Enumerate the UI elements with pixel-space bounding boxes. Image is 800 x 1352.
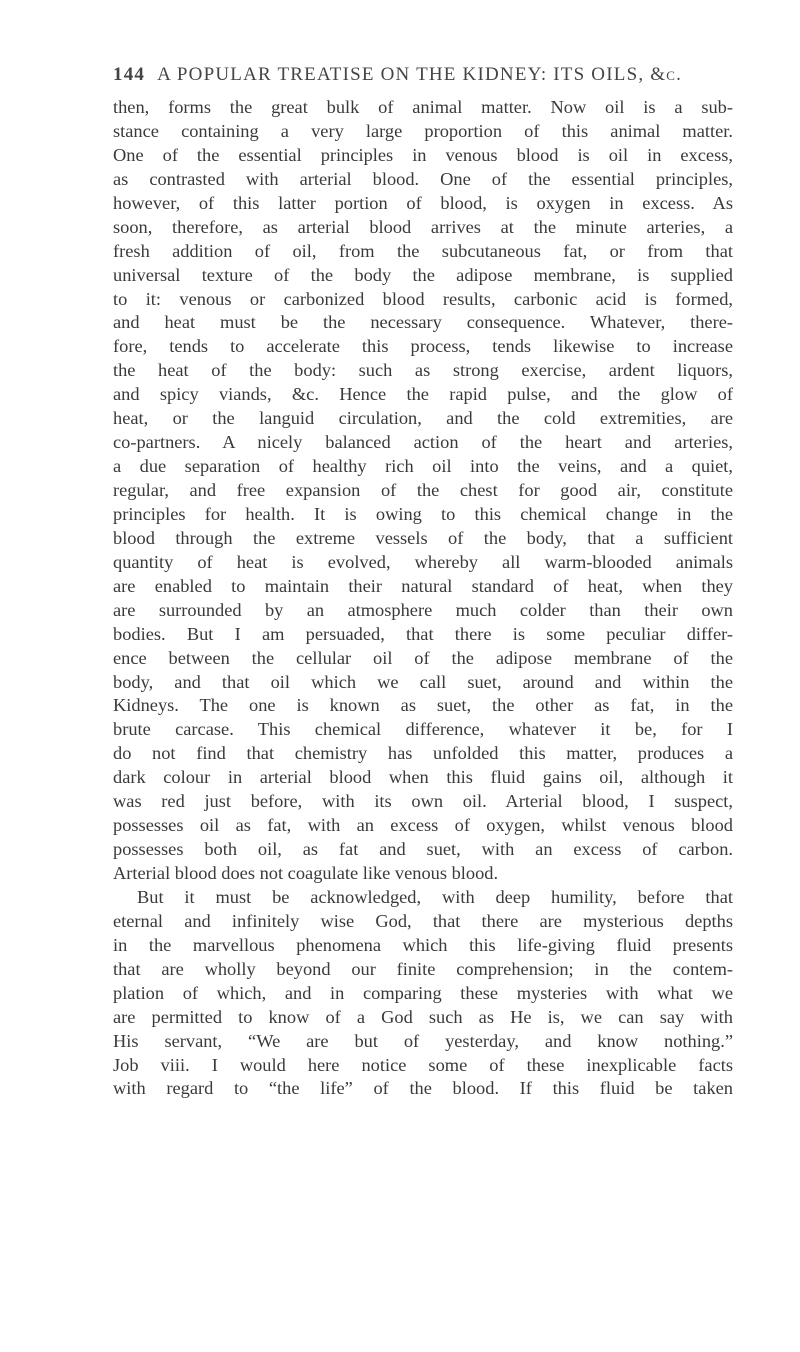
paragraph-start-line: But it must be acknowledged, with deep humility, before that [137, 886, 733, 907]
text-line: with regard to “the life” of the blood. If this fluid be taken [113, 1078, 733, 1099]
text-line: fresh addition of oil, from the subcutaneous fat, or from that [113, 240, 733, 261]
body-text [113, 96, 733, 1101]
text-line: do not find that chemistry has unfolded this matter, produces a [113, 743, 733, 764]
text-line: possesses both oil, as fat and suet, with an excess of carbon. [113, 839, 733, 860]
text-line: brute carcase. This chemical difference, whatever it be, for I [113, 719, 733, 740]
text-line: co-partners. A nicely balanced action of the heart and arteries, [113, 432, 733, 453]
text-line: His servant, “We are but of yesterday, and know nothing.” [113, 1030, 733, 1051]
text-line: blood through the extreme vessels of the body, that a sufficient [113, 527, 733, 548]
text-line: and spicy viands, &c. Hence the rapid pulse, and the glow of [113, 384, 733, 405]
text-line: a due separation of healthy rich oil into the veins, and a quiet, [113, 456, 733, 477]
text-line: are permitted to know of a God such as He is, we can say with [113, 1006, 733, 1027]
text-line: then, forms the great bulk of animal matter. Now oil is a sub- [113, 97, 733, 117]
text-line: to it: venous or carbonized blood results, carbonic acid is formed, [113, 288, 733, 309]
text-line: Job viii. I would here notice some of these inexplicable facts [113, 1054, 733, 1075]
text-line: however, of this latter portion of blood, is oxygen in excess. As [113, 192, 733, 213]
running-title: A POPULAR TREATISE ON THE KIDNEY: ITS OILS, &c. [157, 64, 683, 85]
text-line: stance containing a very large proportion of this animal matter. [113, 120, 733, 141]
running-head [113, 64, 733, 86]
paragraph-end-line: Arterial blood does not coagulate like venous blood. [113, 863, 499, 883]
text-line: fore, tends to accelerate this process, tends likewise to increase [113, 336, 733, 357]
text-line: ence between the cellular oil of the adipose membrane of the [113, 647, 733, 668]
text-line: that are wholly beyond our finite comprehension; in the contem- [113, 958, 733, 979]
text-line: the heat of the body: such as strong exercise, ardent liquors, [113, 360, 733, 381]
text-line: in the marvellous phenomena which this life-giving fluid presents [113, 934, 733, 955]
text-line: was red just before, with its own oil. Arterial blood, I suspect, [113, 791, 733, 812]
text-line: and heat must be the necessary consequence. Whatever, there- [113, 312, 733, 333]
text-line: body, and that oil which we call suet, around and within the [113, 671, 733, 692]
text-line: as contrasted with arterial blood. One of the essential principles, [113, 168, 733, 189]
text-line: One of the essential principles in venous blood is oil in excess, [113, 144, 733, 165]
text-line: Kidneys. The one is known as suet, the other as fat, in the [113, 695, 733, 716]
text-line: heat, or the languid circulation, and the cold extremities, are [113, 408, 733, 429]
text-line: soon, therefore, as arterial blood arrives at the minute arteries, a [113, 216, 733, 237]
text-line: quantity of heat is evolved, whereby all warm-blooded animals [113, 551, 733, 572]
text-line: regular, and free expansion of the chest for good air, constitute [113, 480, 733, 500]
text-line: possesses oil as fat, with an excess of oxygen, whilst venous blood [113, 815, 733, 836]
text-line: plation of which, and in comparing these mysteries with what we [113, 982, 733, 1003]
text-line: bodies. But I am persuaded, that there is some peculiar differ- [113, 623, 733, 644]
text-line: eternal and infinitely wise God, that there are mysterious depths [113, 910, 733, 931]
page-number: 144 [113, 64, 146, 85]
text-line: dark colour in arterial blood when this fluid gains oil, although it [113, 767, 733, 788]
text-line: principles for health. It is owing to this chemical change in the [113, 503, 733, 524]
text-line: universal texture of the body the adipose membrane, is supplied [113, 264, 733, 285]
text-line: are enabled to maintain their natural standard of heat, when they [113, 575, 733, 596]
text-line: are surrounded by an atmosphere much colder than their own [113, 599, 733, 620]
